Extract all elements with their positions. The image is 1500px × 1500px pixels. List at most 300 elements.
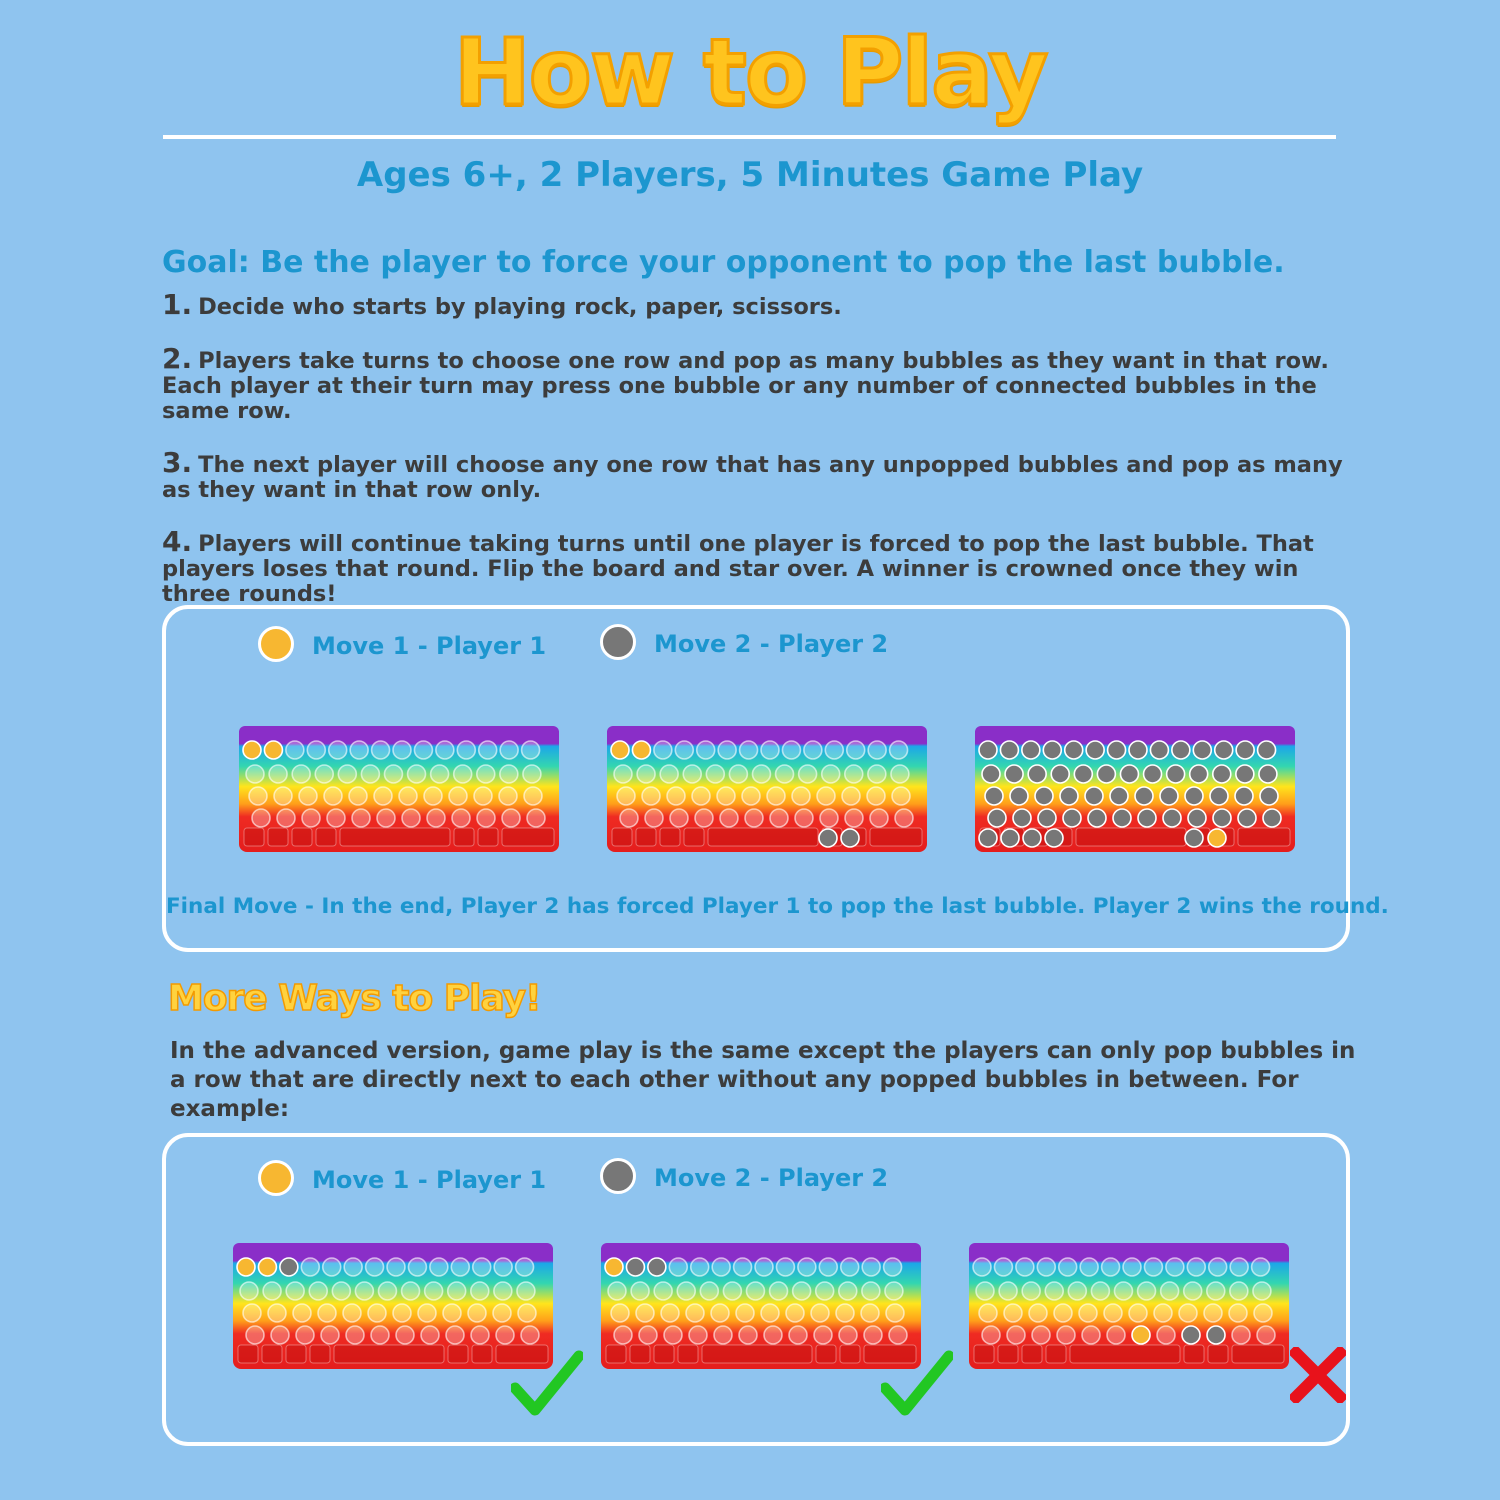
bubble: [1107, 1326, 1125, 1344]
bubble: [1188, 809, 1206, 827]
bubble: [338, 765, 356, 783]
bubble: [343, 1304, 361, 1322]
bubble: [868, 741, 886, 759]
bubble: [1045, 829, 1063, 847]
bubble: [1235, 787, 1253, 805]
key: [238, 1345, 258, 1363]
bubble: [521, 1326, 539, 1344]
bubble: [431, 765, 449, 783]
key: [454, 828, 474, 846]
bubble: [302, 809, 320, 827]
bubble: [1166, 1258, 1184, 1276]
key: [636, 828, 656, 846]
bubble: [798, 1258, 816, 1276]
key: [334, 1345, 444, 1363]
bubble: [886, 1304, 904, 1322]
bubble: [246, 1326, 264, 1344]
step-number: 4.: [162, 525, 193, 558]
bubble: [1236, 741, 1254, 759]
bubble: [890, 741, 908, 759]
bubble: [366, 1258, 384, 1276]
key: [1232, 1345, 1284, 1363]
bubble: [1230, 1258, 1248, 1276]
bubble: [795, 809, 813, 827]
bubble: [344, 1258, 362, 1276]
bubble: [451, 1258, 469, 1276]
bubble: [820, 809, 838, 827]
keyboard-board-5: [600, 1241, 922, 1371]
bubble: [711, 1304, 729, 1322]
key: [678, 1345, 698, 1363]
bubble: [448, 1282, 466, 1300]
bubble: [892, 787, 910, 805]
bubble: [1150, 741, 1168, 759]
bubble: [1129, 741, 1147, 759]
more-ways-heading: More Ways to Play!: [168, 978, 541, 1019]
key: [606, 1345, 626, 1363]
bubble: [355, 1282, 373, 1300]
bubble: [393, 1304, 411, 1322]
bubble: [988, 809, 1006, 827]
divider: [163, 135, 1336, 139]
bubble: [408, 1258, 426, 1276]
bubble: [1035, 787, 1053, 805]
key: [660, 828, 680, 846]
bubble: [689, 1326, 707, 1344]
checkmark-icon: [881, 1350, 953, 1418]
bubble: [847, 741, 865, 759]
bubble: [494, 1282, 512, 1300]
bubble: [770, 809, 788, 827]
key: [340, 828, 450, 846]
bubble: [631, 1282, 649, 1300]
key: [684, 828, 704, 846]
bubble: [1082, 1326, 1100, 1344]
bubble: [1193, 741, 1211, 759]
bubble: [1001, 829, 1019, 847]
bubble: [979, 741, 997, 759]
checkmark-icon: [511, 1350, 583, 1418]
example-panel-basic: [162, 605, 1389, 952]
bubble: [471, 1326, 489, 1344]
key: [502, 828, 554, 846]
bubble: [817, 787, 835, 805]
example-panel-advanced: [162, 1133, 1350, 1446]
bubble: [736, 1304, 754, 1322]
bubble: [1123, 1258, 1141, 1276]
bubble: [1102, 1258, 1120, 1276]
bubble: [1032, 1326, 1050, 1344]
bubble: [1207, 1326, 1225, 1344]
legend-player-2: Move 2 - Player 2: [600, 1161, 888, 1197]
bubble: [712, 1258, 730, 1276]
keyboard-board-4: [232, 1241, 554, 1371]
bubble: [1257, 1326, 1275, 1344]
bubble: [648, 1258, 666, 1276]
bubble: [745, 809, 763, 827]
bubble: [839, 1326, 857, 1344]
bubble: [301, 1258, 319, 1276]
key: [1046, 1345, 1066, 1363]
key: [702, 1345, 812, 1363]
bubble: [867, 787, 885, 805]
bubble: [387, 1258, 405, 1276]
bubble: [240, 1282, 258, 1300]
bubble: [822, 765, 840, 783]
step-text: The next player will choose any one row that has any unpopped bubbles and pop as many as they want in that row only.: [162, 452, 1343, 503]
bubble: [1108, 741, 1126, 759]
bubble: [1038, 809, 1056, 827]
bubble: [714, 1326, 732, 1344]
page-title: How to Play: [453, 19, 1047, 126]
bubble: [691, 1258, 709, 1276]
keyboard-board-2: [606, 724, 928, 854]
bubble: [425, 1282, 443, 1300]
bubble: [499, 787, 517, 805]
bubble: [885, 1282, 903, 1300]
key: [1184, 1345, 1204, 1363]
bubble: [639, 1326, 657, 1344]
bubble: [454, 765, 472, 783]
gray-dot-icon: [600, 1158, 636, 1194]
bubble: [667, 787, 685, 805]
bubble: [626, 1258, 644, 1276]
bubble: [473, 1258, 491, 1276]
bubble: [249, 787, 267, 805]
bubble: [1007, 1326, 1025, 1344]
key: [316, 828, 336, 846]
bubble: [402, 1282, 420, 1300]
bubble: [496, 1326, 514, 1344]
rule-step: [162, 342, 1372, 424]
step-text: Decide who starts by playing rock, paper, scissors.: [198, 294, 842, 320]
bubble: [1129, 1304, 1147, 1322]
bubble: [371, 1326, 389, 1344]
bubble: [804, 741, 822, 759]
bubble: [1045, 1282, 1063, 1300]
bubble: [717, 787, 735, 805]
bubble: [752, 765, 770, 783]
bubble: [524, 787, 542, 805]
keyboard-board-1: [238, 724, 560, 854]
bubble: [315, 765, 333, 783]
bubble: [723, 1282, 741, 1300]
bubble: [1260, 787, 1278, 805]
bubble: [479, 741, 497, 759]
bubble: [1051, 765, 1069, 783]
key: [974, 1345, 994, 1363]
bubble: [1114, 1282, 1132, 1300]
key: [840, 1345, 860, 1363]
bubble: [430, 1258, 448, 1276]
bubble: [864, 1326, 882, 1344]
bubble: [642, 787, 660, 805]
bubble: [471, 1282, 489, 1300]
bubble: [761, 741, 779, 759]
bubble: [237, 1258, 255, 1276]
bubble: [418, 1304, 436, 1322]
bubble: [1182, 1326, 1200, 1344]
bubble: [1029, 1304, 1047, 1322]
bubble: [706, 765, 724, 783]
key: [870, 828, 922, 846]
bubble: [1160, 787, 1178, 805]
keyboard-board-3: [974, 724, 1296, 854]
bubble: [1091, 1282, 1109, 1300]
bubble: [889, 1326, 907, 1344]
bubble: [494, 1258, 512, 1276]
bubble: [424, 787, 442, 805]
bubble: [1023, 829, 1041, 847]
bubble: [1208, 829, 1226, 847]
bubble: [770, 1282, 788, 1300]
bubble: [414, 741, 432, 759]
bubble: [1213, 809, 1231, 827]
bubble: [979, 829, 997, 847]
bubble: [1074, 765, 1092, 783]
bubble: [408, 765, 426, 783]
bubble: [799, 765, 817, 783]
bubble: [1253, 1282, 1271, 1300]
bubble: [1085, 787, 1103, 805]
bubble: [517, 1282, 535, 1300]
bubble: [839, 1282, 857, 1300]
step-text: Players will continue taking turns until one player is forced to pop the last bubble. That players loses that round. Flip the board and star over. A winner is crowned once they win three rounds!: [162, 531, 1314, 607]
bubble: [268, 1304, 286, 1322]
bubble: [811, 1304, 829, 1322]
bubble: [845, 765, 863, 783]
bubble: [841, 1258, 859, 1276]
rule-step: [162, 288, 1372, 321]
bubble: [614, 765, 632, 783]
bubble: [402, 809, 420, 827]
step-number: 3.: [162, 446, 193, 479]
key: [472, 1345, 492, 1363]
bubble: [309, 1282, 327, 1300]
bubble: [1207, 1282, 1225, 1300]
step-number: 2.: [162, 342, 193, 375]
bubble: [384, 765, 402, 783]
bubble: [1254, 1304, 1272, 1322]
bubble: [819, 1258, 837, 1276]
bubble: [269, 765, 287, 783]
bubble: [1022, 1282, 1040, 1300]
bubble: [1144, 765, 1162, 783]
bubble: [1004, 1304, 1022, 1322]
bubble: [243, 741, 261, 759]
bubble: [976, 1282, 994, 1300]
bubble: [1037, 1258, 1055, 1276]
bubble: [654, 1282, 672, 1300]
bubble: [1010, 787, 1028, 805]
key: [816, 1345, 836, 1363]
bubble: [264, 741, 282, 759]
keyboard-graphic: [600, 1241, 922, 1371]
bubble: [767, 787, 785, 805]
bubble: [692, 787, 710, 805]
bubble: [258, 1258, 276, 1276]
keyboard-graphic: [974, 724, 1296, 854]
bubble: [500, 741, 518, 759]
bubble: [669, 1258, 687, 1276]
bubble: [999, 1282, 1017, 1300]
bubble: [1104, 1304, 1122, 1322]
bubble: [1059, 1258, 1077, 1276]
legend-player-2: Move 2 - Player 2: [600, 627, 888, 663]
bubble: [670, 809, 688, 827]
bubble: [1163, 809, 1181, 827]
bubble: [361, 765, 379, 783]
bubble: [516, 1258, 534, 1276]
key: [612, 828, 632, 846]
bubble: [1135, 787, 1153, 805]
game-info: Ages 6+, 2 Players, 5 Minutes Game Play: [356, 155, 1144, 195]
bubble: [1229, 1304, 1247, 1322]
bubble: [436, 741, 454, 759]
bubble: [1187, 1258, 1205, 1276]
bubble: [755, 1258, 773, 1276]
bubble: [477, 809, 495, 827]
bubble: [393, 741, 411, 759]
bubble: [368, 1304, 386, 1322]
bubble: [1005, 765, 1023, 783]
bubble: [1054, 1304, 1072, 1322]
bubble: [1161, 1282, 1179, 1300]
bubble: [292, 765, 310, 783]
bubble: [973, 1258, 991, 1276]
key: [1238, 828, 1290, 846]
key: [1208, 1345, 1228, 1363]
bubble: [742, 787, 760, 805]
bubble: [1232, 1326, 1250, 1344]
bubble: [427, 809, 445, 827]
bubble: [457, 741, 475, 759]
yellow-dot-icon: [258, 626, 294, 662]
bubble: [845, 809, 863, 827]
bubble: [608, 1282, 626, 1300]
final-move-caption: Final Move - In the end, Player 2 has forced Player 1 to pop the last bubble. Player 2 wins the round.: [166, 894, 1389, 919]
key: [292, 828, 312, 846]
bubble: [1236, 765, 1254, 783]
bubble: [611, 741, 629, 759]
bubble: [296, 1326, 314, 1344]
key: [268, 828, 288, 846]
bubble: [1209, 1258, 1227, 1276]
bubble: [746, 1282, 764, 1300]
bubble: [870, 809, 888, 827]
step-number: 1.: [162, 288, 193, 321]
bubble: [518, 1304, 536, 1322]
bubble: [1215, 741, 1233, 759]
bubble: [776, 1258, 794, 1276]
bubble: [664, 1326, 682, 1344]
bubble: [350, 741, 368, 759]
bubble: [895, 809, 913, 827]
bubble: [1144, 1258, 1162, 1276]
bubble: [816, 1282, 834, 1300]
bubble: [729, 765, 747, 783]
bubble: [346, 1326, 364, 1344]
goal-heading: Goal: Be the player to force your opponent to pop the last bubble.: [162, 245, 1285, 280]
bubble: [286, 741, 304, 759]
bubble: [271, 1326, 289, 1344]
bubble: [421, 1326, 439, 1344]
key: [448, 1345, 468, 1363]
bubble: [654, 741, 672, 759]
bubble: [661, 1304, 679, 1322]
bubble: [500, 765, 518, 783]
bubble: [1063, 809, 1081, 827]
bubble: [493, 1304, 511, 1322]
bubble: [868, 765, 886, 783]
bubble: [246, 765, 264, 783]
keyboard-graphic: [238, 724, 560, 854]
legend-player-1: Move 1 - Player 1: [258, 1163, 546, 1199]
bubble: [377, 809, 395, 827]
bubble: [761, 1304, 779, 1322]
bubble: [1065, 741, 1083, 759]
bubble: [695, 809, 713, 827]
keyboard-graphic: [606, 724, 928, 854]
bubble: [720, 809, 738, 827]
bubble: [1204, 1304, 1222, 1322]
bubble: [789, 1326, 807, 1344]
bubble: [645, 809, 663, 827]
bubble: [1154, 1304, 1172, 1322]
bubble: [683, 765, 701, 783]
bubble: [280, 1258, 298, 1276]
bubble: [332, 1282, 350, 1300]
bubble: [891, 765, 909, 783]
legend-player-1: Move 1 - Player 1: [258, 629, 546, 665]
bubble: [1000, 741, 1018, 759]
bubble: [982, 765, 1000, 783]
bubble: [1013, 809, 1031, 827]
bubble: [1086, 741, 1104, 759]
bubble: [522, 741, 540, 759]
bubble: [474, 787, 492, 805]
keyboard-board-6: [968, 1241, 1290, 1371]
yellow-dot-icon: [258, 1160, 294, 1196]
bubble: [617, 787, 635, 805]
bubble: [449, 787, 467, 805]
keyboard-graphic: [968, 1241, 1290, 1371]
key: [286, 1345, 306, 1363]
bubble: [1190, 765, 1208, 783]
bubble: [1252, 1258, 1270, 1276]
bubble: [286, 1282, 304, 1300]
gray-dot-icon: [600, 624, 636, 660]
bubble: [477, 765, 495, 783]
bubble: [1210, 787, 1228, 805]
bubble: [825, 741, 843, 759]
bubble: [611, 1304, 629, 1322]
bubble: [1113, 809, 1131, 827]
advanced-description: In the advanced version, game play is the same except the players can only pop bubbles in a row that are directly next to each other without any popped bubbles in between. For example:: [170, 1038, 1356, 1122]
bubble: [468, 1304, 486, 1322]
bubble: [637, 765, 655, 783]
bubble: [263, 1282, 281, 1300]
bubble: [1060, 787, 1078, 805]
key: [998, 1345, 1018, 1363]
bubble: [632, 741, 650, 759]
key: [478, 828, 498, 846]
bubble: [374, 787, 392, 805]
bubble: [502, 809, 520, 827]
bubble: [697, 741, 715, 759]
bubble: [718, 741, 736, 759]
bubble: [660, 765, 678, 783]
